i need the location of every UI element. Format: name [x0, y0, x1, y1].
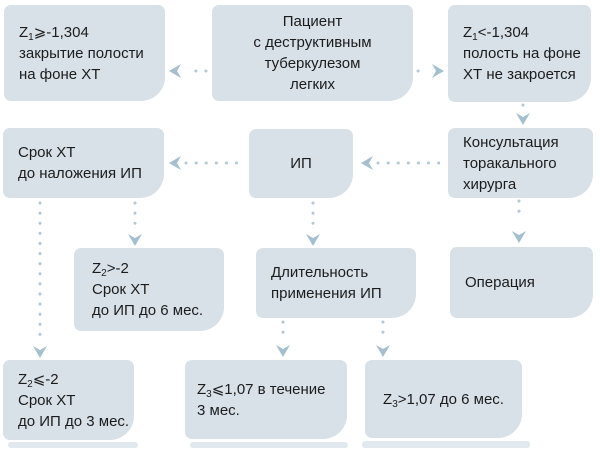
formula-base: Z [92, 260, 102, 277]
text-line: Срок ХТ [92, 281, 150, 298]
formula-line [92, 258, 216, 279]
formula-line [197, 379, 339, 400]
text-line: 3 мес. [197, 401, 240, 419]
formula-line [19, 22, 157, 43]
box-z1-cavity-closes [4, 5, 165, 101]
text-line: легких [289, 76, 335, 93]
formula-base: Z [18, 370, 28, 388]
formula-base: Z [463, 24, 473, 41]
text-line: торакального [463, 154, 557, 172]
text-line: Операция [465, 274, 535, 291]
arrow-z1lt-to-consult [516, 105, 530, 125]
formula-condition: ⩽-2 [32, 370, 59, 388]
text-line: применения ИП [271, 285, 382, 302]
text-line: до ИП до 6 мес. [92, 302, 204, 319]
shadow-strip [190, 442, 348, 448]
formula-subscript: 1 [28, 31, 34, 43]
text-line: Консультация [463, 133, 559, 151]
arrow-consult-to-pp [361, 156, 441, 170]
arrow-duration-to-z3le [276, 322, 290, 357]
formula-condition: <-1,304 [477, 24, 530, 41]
text-line: Длительность [271, 264, 369, 281]
box-z2-ht-3months [3, 360, 134, 440]
text-line: на фоне ХТ [19, 65, 101, 83]
formula-condition: ⩾-1,304 [33, 23, 89, 41]
arrow-duration-to-z3gt [376, 322, 390, 357]
formula-condition: >1,07 до 6 мес. [397, 390, 504, 408]
formula-line [383, 389, 504, 410]
formula-subscript: 3 [392, 398, 398, 410]
formula-line [18, 369, 126, 390]
text-line: полость на фоне [463, 45, 581, 62]
box-z1-cavity-wont-close [448, 5, 591, 102]
text-line: до ИП до 3 мес. [18, 412, 130, 430]
box-pp-duration [256, 248, 416, 318]
formula-condition: ⩽1,07 в течение [211, 380, 326, 398]
arrow-consult-to-operation [512, 201, 526, 243]
box-patient [212, 5, 413, 101]
formula-line [463, 22, 583, 43]
shadow-strip [8, 442, 138, 448]
box-z2-ht-6months [74, 248, 224, 331]
text-line: с деструктивным [253, 34, 372, 51]
text-line: хирурга [463, 175, 517, 193]
text-line: Срок ХТ [18, 144, 76, 161]
formula-subscript: 1 [472, 32, 478, 43]
box-pp [249, 129, 353, 198]
text-line: Срок ХТ [18, 391, 76, 409]
arrow-htbefore-to-z2gt [128, 203, 142, 246]
formula-subscript: 2 [101, 268, 107, 279]
formula-base: Z [197, 380, 207, 398]
text-line: туберкулезом [264, 55, 361, 72]
formula-subscript: 2 [27, 378, 33, 390]
box-operation [450, 247, 593, 318]
box-consult-surgeon [448, 128, 593, 198]
formula-base: Z [19, 23, 29, 41]
shadow-strip [362, 441, 530, 448]
box-z3-within-3months [185, 360, 347, 439]
formula-subscript: 3 [206, 388, 212, 400]
box-z3-up-to-6months [365, 360, 522, 438]
arrow-htbefore-to-z2le [33, 203, 47, 358]
formula-condition: >-2 [106, 260, 129, 277]
formula-base: Z [383, 390, 393, 408]
arrow-pp-to-htbefore [169, 156, 244, 170]
box-ht-before-pp [3, 128, 164, 198]
text-line: ХТ не закроется [463, 66, 576, 83]
text-line: ИП [290, 155, 312, 172]
text-line: закрытие полости [19, 44, 144, 62]
arrow-pp-to-duration [306, 203, 320, 246]
text-line: до наложения ИП [18, 165, 142, 182]
arrow-patient-to-z1lt [418, 64, 444, 78]
text-line: Пациент [282, 13, 343, 30]
arrow-patient-to-z1ge [169, 64, 206, 78]
